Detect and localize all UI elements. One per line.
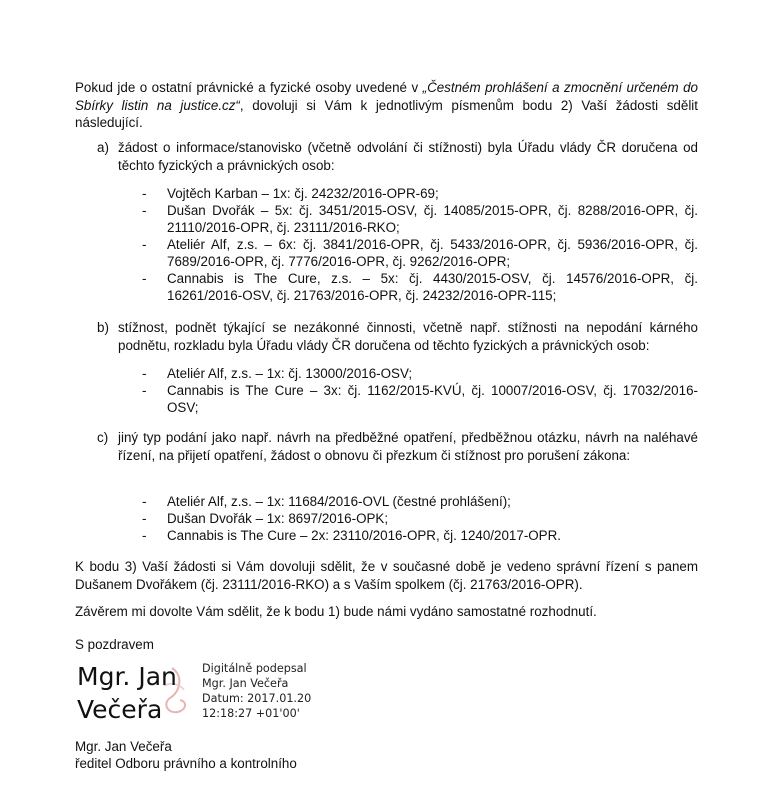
closing-paragraph: Závěrem mi dovolte Vám sdělit, že k bodu 1) bude námi vydáno samostatné rozhodnutí. <box>75 604 597 619</box>
list-item: - Dušan Dvořák – 5x: čj. 3451/2015-OSV, čj. 14085/2015-OPR, čj. 8288/2016-OPR, čj. 21110/2016-OPR, čj. 23111/2016-RKO; <box>142 202 698 236</box>
section-a-list <box>142 185 698 304</box>
list-item: - Cannabis is The Cure – 2x: 23110/2016-OPR, čj. 1240/2017-OPR. <box>142 527 698 544</box>
section-c-list <box>142 493 698 544</box>
section-b-text: stížnost, podnět týkající se nezákonné činnosti, včetně např. stížnosti na nepodání kárného podnětu, rozkladu byla Úřadu vlády ČR doručena od těchto fyzických a právnických osob: <box>118 320 698 353</box>
list-item: - Cannabis is The Cure, z.s. – 5x: čj. 4430/2015-OSV, čj. 14576/2016-OPR, čj. 16261/2016-OSV, čj. 21763/2016-OPR, čj. 24232/2016-OPR-115; <box>142 270 698 304</box>
section-b-label: b) <box>97 320 109 335</box>
section-b-list <box>142 365 698 416</box>
greeting: S pozdravem <box>75 637 154 652</box>
stamp-name: Mgr. Jan Večeřa <box>202 677 289 690</box>
intro-text: Pokud jde o ostatní právnické a fyzické osoby uvedené v <box>75 80 423 95</box>
stamp-date: Datum: 2017.01.20 <box>202 692 312 705</box>
intro-text-rest: , dovoluji si Vám k jednotlivým písmenům bodu 2) Vaší žádosti sdělit následující. <box>75 97 698 130</box>
intro-italic-reference: „Čestném prohlášení a zmocnění určeném do Sbírky listin na justice.cz“ <box>75 80 698 113</box>
section-a-label: a) <box>97 140 109 155</box>
signature-name-line2: Večeřa <box>77 695 163 724</box>
section-a-text: žádost o informace/stanovisko (včetně odvolání či stížnosti) byla Úřadu vlády ČR doručena od těchto fyzických a právnických osob: <box>118 140 698 173</box>
list-item: - Ateliér Alf, z.s. – 6x: čj. 3841/2016-OPR, čj. 5433/2016-OPR, čj. 5936/2016-OPR, čj. 7689/2016-OPR, čj. 7776/2016-OPR, čj. 9262/2016-OPR; <box>142 236 698 270</box>
list-item: - Ateliér Alf, z.s. – 1x: 11684/2016-OVL (čestné prohlášení); <box>142 493 698 510</box>
signoff-title: ředitel Odboru právního a kontrolního <box>75 756 297 771</box>
point3-paragraph: K bodu 3) Vaší žádosti si Vám dovoluji sdělit, že v současné době je vedeno správní řízení s panem Dušanem Dvořákem (čj. 23111/2016-RKO) a s Vaším spolkem (čj. 21763/2016-OPR). <box>75 559 698 592</box>
digital-signature-stamp <box>202 661 311 721</box>
list-item: - Ateliér Alf, z.s. – 1x: čj. 13000/2016-OSV; <box>142 365 698 382</box>
list-item: - Cannabis is The Cure – 3x: čj. 1162/2015-KVÚ, čj. 10007/2016-OSV, čj. 17032/2016-OSV; <box>142 382 698 416</box>
section-c-label: c) <box>97 430 109 445</box>
list-item: - Dušan Dvořák – 1x: 8697/2016-OPK; <box>142 510 698 527</box>
signoff-name: Mgr. Jan Večeřa <box>75 739 172 754</box>
stamp-time: 12:18:27 +01'00' <box>202 707 300 720</box>
section-c-text: jiný typ podání jako např. návrh na předběžné opatření, předběžnou otázku, návrh na naléhavé řízení, na přijetí opatření, žádost o obnovu či přezkum či stížnost pro porušení zákona: <box>118 430 698 463</box>
stamp-title: Digitálně podepsal <box>202 662 307 675</box>
intro-paragraph <box>75 79 698 132</box>
list-item: - Vojtěch Karban – 1x: čj. 24232/2016-OPR-69; <box>142 185 698 202</box>
signature-name-line1: Mgr. Jan <box>77 662 177 691</box>
